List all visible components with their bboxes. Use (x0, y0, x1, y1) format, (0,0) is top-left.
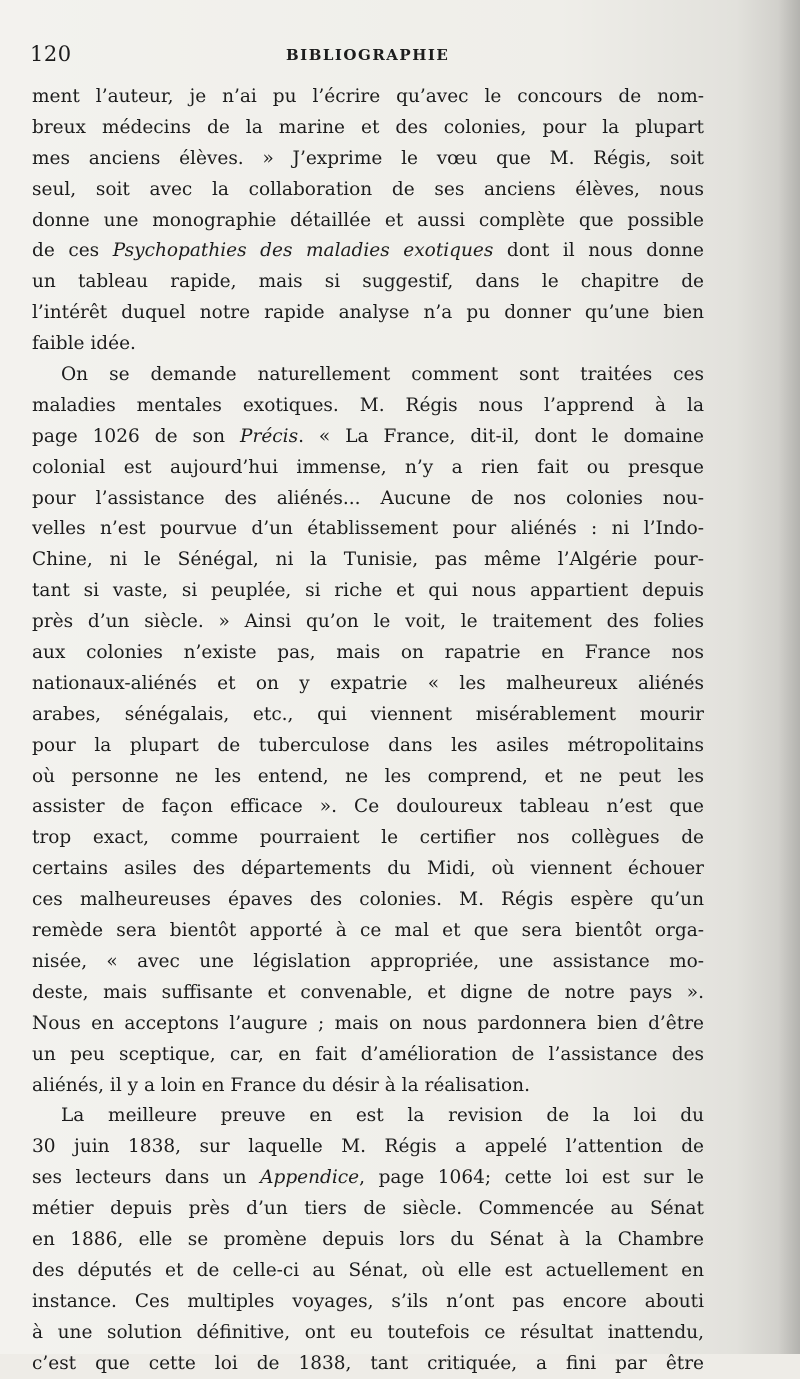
text-line: en 1886, elle se promène depuis lors du Sénat à la Chambre (32, 1228, 704, 1250)
text-line: nationaux-aliénés et on y expatrie « les malheureux aliénés (32, 672, 704, 694)
text-line: près d’un siècle. » Ainsi qu’on le voit, le traitement des folies (32, 611, 704, 633)
text-line: Nous en acceptons l’augure ; mais on nous pardonnera bien d’être (32, 1012, 704, 1034)
running-head: BIBLIOGRAPHIE (286, 46, 450, 64)
text-line: où personne ne les entend, ne les comprend, et ne peut les (32, 765, 704, 787)
text-line: velles n’est pourvue d’un établissement pour aliénés : ni l’Indo- (32, 518, 704, 540)
text-line: à une solution définitive, ont eu toutefois ce résultat inattendu, (32, 1321, 704, 1343)
text-line: c’est que cette loi de 1838, tant critiquée, a fini par être (32, 1352, 704, 1374)
text-line: Chine, ni le Sénégal, ni la Tunisie, pas même l’Algérie pour- (32, 549, 704, 571)
text-line: arabes, sénégalais, etc., qui viennent misérablement mourir (32, 703, 704, 725)
text-line: pour la plupart de tuberculose dans les asiles métropolitains (32, 734, 704, 756)
italic-title: Psychopathies des maladies exotiques (112, 240, 494, 262)
text-line: 30 juin 1838, sur laquelle M. Régis a appelé l’attention de (32, 1136, 704, 1158)
text-line: remède sera bientôt apporté à ce mal et que sera bientôt orga- (32, 920, 704, 942)
text-line: colonial est aujourd’hui immense, n’y a rien fait ou presque (32, 456, 704, 478)
text-line: métier depuis près d’un tiers de siècle. Commencée au Sénat (32, 1198, 704, 1220)
text-line: donne une monographie détaillée et aussi complète que possible (32, 209, 704, 231)
text-line: seul, soit avec la collaboration de ses anciens élèves, nous (32, 178, 704, 200)
text-line: certains asiles des départements du Midi, où viennent échouer (32, 858, 704, 880)
text-line: des députés et de celle-ci au Sénat, où elle est actuellement en (32, 1259, 704, 1281)
text-line: tant si vaste, si peuplée, si riche et qui nous appartient depuis (32, 580, 704, 602)
text-line: deste, mais suffisante et convenable, et digne de notre pays ». (32, 981, 704, 1003)
text-line: maladies mentales exotiques. M. Régis nous l’apprend à la (32, 394, 704, 416)
text-line: instance. Ces multiples voyages, s’ils n’ont pas encore abouti (32, 1290, 704, 1312)
italic-title: Précis (240, 425, 299, 447)
text-line: mes anciens élèves. » J’exprime le vœu que M. Régis, soit (32, 147, 704, 169)
page-number: 120 (30, 42, 72, 66)
text-line: ment l’auteur, je n’ai pu l’écrire qu’avec le concours de nom- (32, 86, 704, 107)
page-fold-shadow (778, 0, 800, 1354)
text-line: ces malheureuses épaves des colonies. M. Régis espère qu’un (32, 889, 704, 911)
text-line: l’intérêt duquel notre rapide analyse n’a pu donner qu’une bien (32, 302, 704, 324)
body-text (32, 82, 704, 1379)
text-line: page 1026 de son Précis. « La France, dit-il, dont le domaine (32, 425, 704, 447)
text-line: de ces Psychopathies des maladies exotiques dont il nous donne (32, 240, 704, 262)
text-line: faible idée. (32, 333, 136, 355)
text-line: nisée, « avec une législation appropriée, une assistance mo- (32, 950, 704, 972)
text-line: breux médecins de la marine et des colonies, pour la plupart (32, 116, 704, 138)
paragraph-start: La meilleure preuve en est la revision de la loi du (61, 1105, 704, 1127)
text-line: aliénés, il y a loin en France du désir à la réalisation. (32, 1074, 530, 1096)
page-header (30, 42, 710, 72)
text-line: assister de façon efficace ». Ce douloureux tableau n’est que (32, 796, 704, 818)
text-line: pour l’assistance des aliénés... Aucune de nos colonies nou- (32, 487, 704, 509)
italic-title: Appendice (260, 1167, 360, 1189)
text-line: aux colonies n’existe pas, mais on rapatrie en France nos (32, 642, 704, 664)
text-line: ses lecteurs dans un Appendice, page 1064; cette loi est sur le (32, 1167, 704, 1189)
paragraph-start: On se demande naturellement comment sont traitées ces (61, 364, 704, 386)
text-line: trop exact, comme pourraient le certifier nos collègues de (32, 827, 704, 849)
text-line: un tableau rapide, mais si suggestif, dans le chapitre de (32, 271, 704, 293)
text-line: un peu sceptique, car, en fait d’amélioration de l’assistance des (32, 1043, 704, 1065)
